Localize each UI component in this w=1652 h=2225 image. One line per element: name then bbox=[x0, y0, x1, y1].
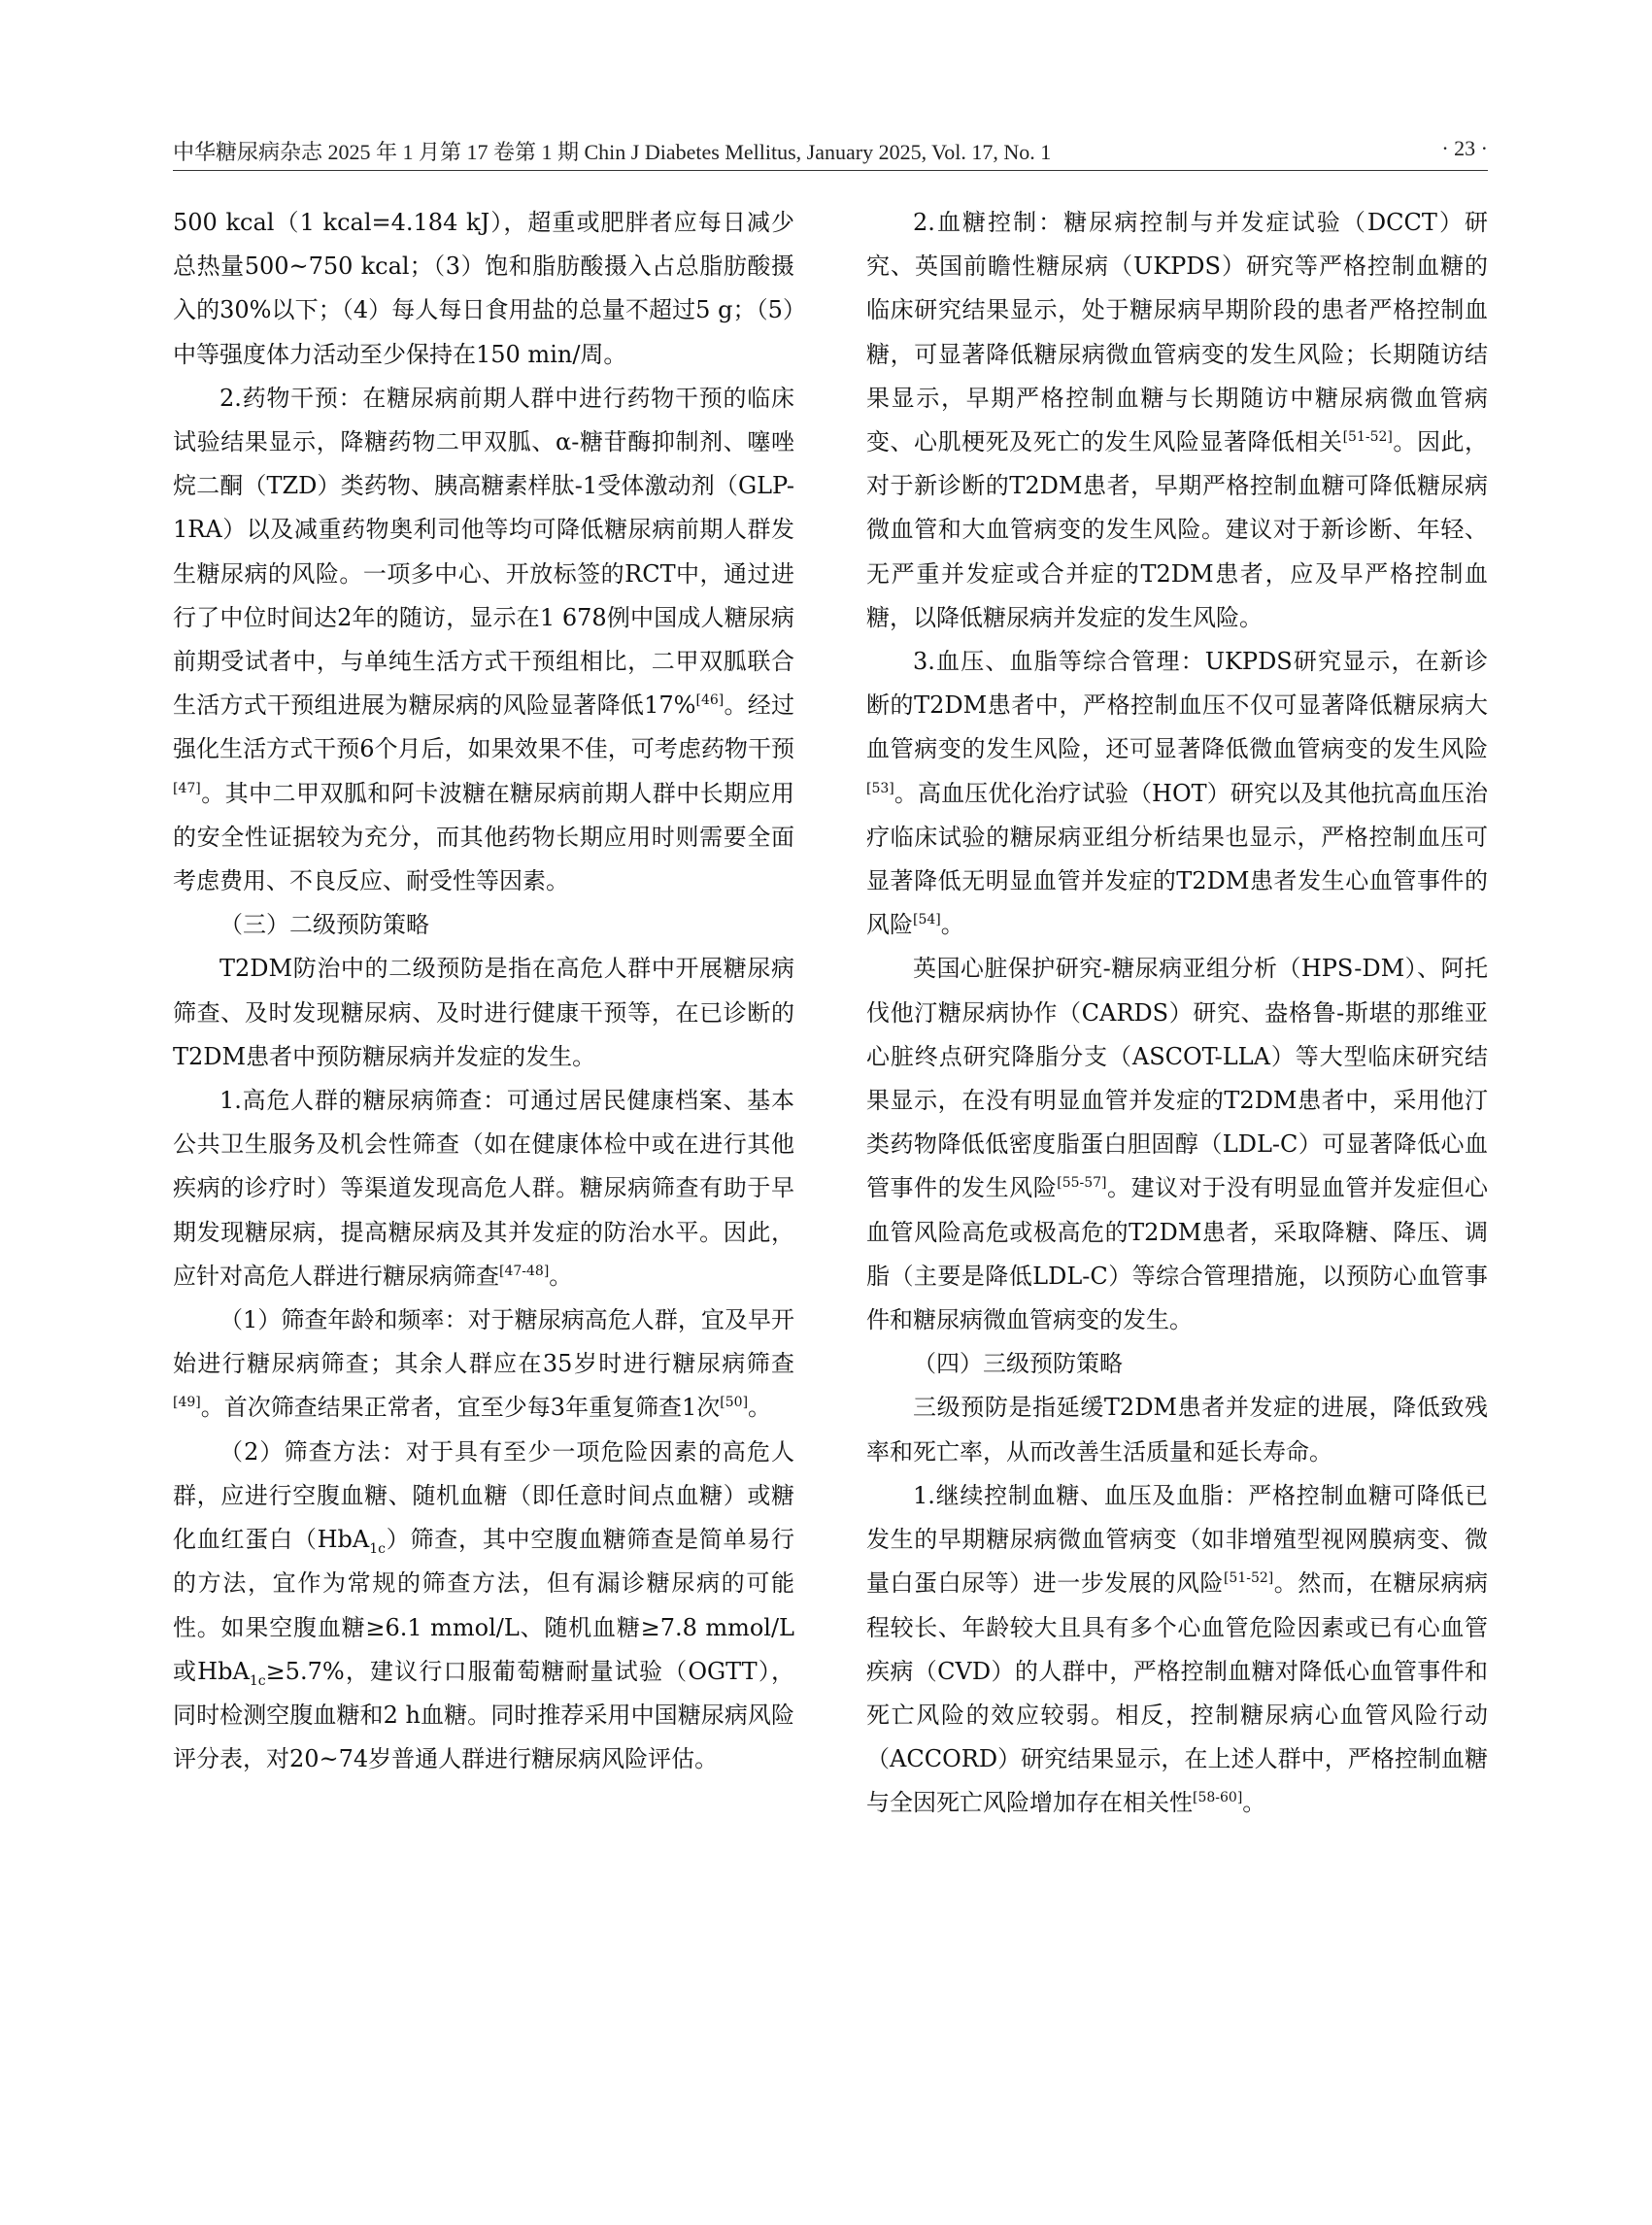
paragraph: 1.继续控制血糖、血压及血脂：严格控制血糖可降低已发生的早期糖尿病微血管病变（如非增殖型视网膜病变、微量白蛋白尿等）进一步发展的风险[51-52]。然而，在糖尿病病程较长、年龄较大且具有多个心血管危险因素或已有心血管疾病（CVD）的人群中，严格控制血糖对降低心血管事件和死亡风险的效应较弱。相反，控制糖尿病心血管风险行动（ACCORD）研究结果显示，在上述人群中，严格控制血糖与全因死亡风险增加存在相关性[58-60]。 bbox=[866, 1481, 1489, 1817]
reference-mark: [55-57] bbox=[1057, 1175, 1107, 1192]
page-number: · 23 · bbox=[1441, 136, 1488, 160]
journal-citation: 中华糖尿病杂志 2025 年 1 月第 17 卷第 1 期 Chin J Diabetes Mellitus, January 2025, Vol. 17, No. 1 bbox=[173, 140, 1052, 164]
paragraph: 2.血糖控制：糖尿病控制与并发症试验（DCCT）研究、英国前瞻性糖尿病（UKPDS）研究等严格控制血糖的临床研究结果显示，处于糖尿病早期阶段的患者严格控制血糖，可显著降低糖尿病微血管病变的发生风险；长期随访结果显示，早期严格控制血糖与长期随访中糖尿病微血管病变、心肌梗死及死亡的发生风险显著降低相关[51-52]。因此，对于新诊断的T2DM患者，早期严格控制血糖可降低糖尿病微血管和大血管病变的发生风险。建议对于新诊断、年轻、无严重并发症或合并症的T2DM患者，应及早严格控制血糖，以降低糖尿病并发症的发生风险。 bbox=[866, 209, 1489, 631]
reference-mark: [50] bbox=[720, 1395, 749, 1411]
paragraph: 3.血压、血脂等综合管理：UKPDS研究显示，在新诊断的T2DM患者中，严格控制血压不仅可显著降低糖尿病大血管病变的发生风险，还可显著降低微血管病变的发生风险[53]。高血压优化治疗试验（HOT）研究以及其他抗高血压治疗临床试验的糖尿病亚组分析结果也显示，严格控制血压可显著降低无明显血管并发症的T2DM患者发生心血管事件的风险[54]。 bbox=[866, 648, 1488, 939]
right-column bbox=[866, 201, 1488, 1826]
reference-mark: [49] bbox=[173, 1395, 201, 1411]
reference-mark: [58-60] bbox=[1193, 1790, 1243, 1806]
paragraph: T2DM防治中的二级预防是指在高危人群中开展糖尿病筛查、及时发现糖尿病、及时进行健康干预等，在已诊断的T2DM患者中预防糖尿病并发症的发生。 bbox=[173, 955, 794, 1070]
reference-mark: [46] bbox=[695, 692, 725, 709]
header-rule bbox=[173, 170, 1488, 171]
reference-mark: [51-52] bbox=[1223, 1570, 1274, 1587]
section-heading: （四）三级预防策略 bbox=[913, 1350, 1123, 1378]
reference-mark: [53] bbox=[866, 780, 894, 796]
subscript: 1c bbox=[249, 1672, 266, 1689]
section-heading: （三）二级预防策略 bbox=[219, 911, 429, 939]
paragraph: 英国心脏保护研究-糖尿病亚组分析（HPS-DM）、阿托伐他汀糖尿病协作（CARDS）研究、盎格鲁-斯堪的那维亚心脏终点研究降脂分支（ASCOT-LLA）等大型临床研究结果显示，在没有明显血管并发症的T2DM患者中，采用他汀类药物降低低密度脂蛋白胆固醇（LDL-C）可显著降低心血管事件的发生风险[55-57]。建议对于没有明显血管并发症但心血管风险高危或极高危的T2DM患者，采取降糖、降压、调脂（主要是降低LDL-C）等综合管理措施，以预防心血管事件和糖尿病微血管病变的发生。 bbox=[866, 955, 1488, 1334]
paragraph: 1.高危人群的糖尿病筛查：可通过居民健康档案、基本公共卫生服务及机会性筛查（如在健康体检中或在进行其他疾病的诊疗时）等渠道发现高危人群。糖尿病筛查有助于早期发现糖尿病，提高糖尿病及其并发症的防治水平。因此，应针对高危人群进行糖尿病筛查[47-48]。 bbox=[173, 1087, 794, 1290]
paragraph: 2.药物干预：在糖尿病前期人群中进行药物干预的临床试验结果显示，降糖药物二甲双胍、α-糖苷酶抑制剂、噻唑烷二酮（TZD）类药物、胰高糖素样肽-1受体激动剂（GLP-1RA）以及减重药物奥利司他等均可降低糖尿病前期人群发生糖尿病的风险。一项多中心、开放标签的RCT中，通过进行了中位时间达2年的随访，显示在1 678例中国成人糖尿病前期受试者中，与单纯生活方式干预组相比，二甲双胍联合生活方式干预组进展为糖尿病的风险显著降低17%[46]。经过强化生活方式干预6个月后，如果效果不佳，可考虑药物干预[47]。其中二甲双胍和阿卡波糖在糖尿病前期人群中长期应用的安全性证据较为充分，而其他药物长期应用时则需要全面考虑费用、不良反应、耐受性等因素。 bbox=[173, 384, 795, 895]
reference-mark: [47-48] bbox=[499, 1263, 550, 1279]
paragraph: （2）筛查方法：对于具有至少一项危险因素的高危人群，应进行空腹血糖、随机血糖（即任意时间点血糖）或糖化血红蛋白（HbA$_{1c}$）筛查，其中空腹血糖筛查是简单易行的方法，宜作为常规的筛查方法，但有漏诊糖尿病的可能性。如果空腹血糖≥6.1 mmol/L、随机血糖≥7.8 mmol/L或HbA$_{1c}$≥5.7%，建议行口服葡萄糖耐量试验（OGTT），同时检测空腹血糖和2 h血糖。同时推荐采用中国糖尿病风险评分表，对20~74岁普通人群进行糖尿病风险评估。 bbox=[173, 1437, 795, 1773]
reference-mark: [54] bbox=[913, 912, 941, 928]
paragraph: （1）筛查年龄和频率：对于糖尿病高危人群，宜及早开始进行糖尿病筛查；其余人群应在35岁时进行糖尿病筛查[49]。首次筛查结果正常者，宜至少每3年重复筛查1次[50]。 bbox=[173, 1306, 794, 1422]
subscript: 1c bbox=[369, 1540, 386, 1557]
paragraph: 三级预防是指延缓T2DM患者并发症的进展，降低致残率和死亡率，从而改善生活质量和延长寿命。 bbox=[866, 1394, 1488, 1466]
paragraph: 500 kcal（1 kcal=4.184 kJ），超重或肥胖者应每日减少总热量500~750 kcal；（3）饱和脂肪酸摄入占总脂肪酸摄入的30%以下；（4）每人每日食用盐的总量不超过5 g；（5）中等强度体力活动至少保持在150 min/周。 bbox=[173, 209, 794, 368]
left-column bbox=[173, 201, 794, 1781]
reference-mark: [51-52] bbox=[1342, 429, 1393, 446]
reference-mark: [47] bbox=[173, 780, 201, 796]
running-header bbox=[173, 136, 1488, 175]
